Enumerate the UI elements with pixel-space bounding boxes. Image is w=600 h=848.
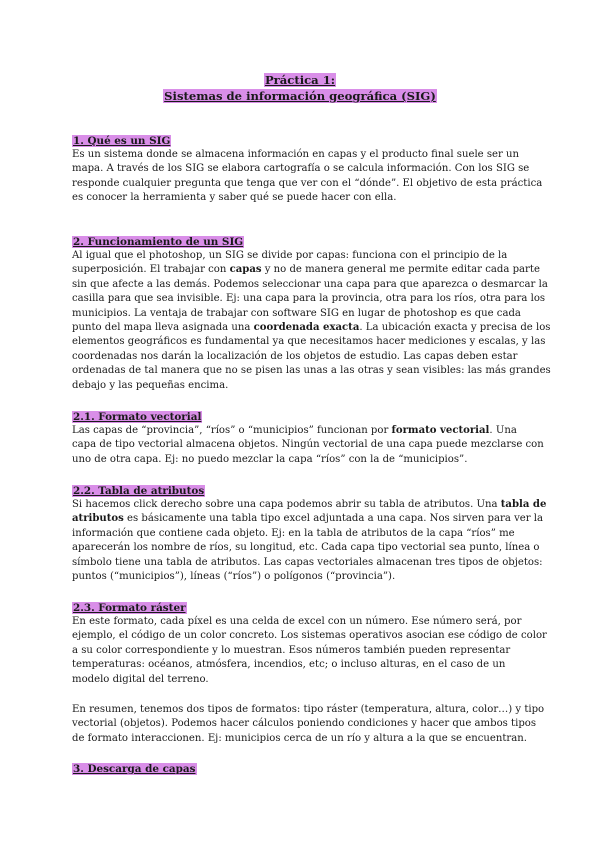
text-line: de formato interaccionen. Ej: municipios cerca de un río y altura a la que se encuentran. (72, 732, 527, 744)
text-line: ejemplo, el código de un color concreto. Los sistemas operativos asocian ese código de color (72, 630, 547, 642)
text-line (72, 512, 544, 526)
bold-term: formato vectorial (391, 425, 490, 436)
text-fragment: es básicamente una tabla tipo excel adjuntada a una capa. Nos sirven para ver la (123, 513, 544, 525)
bold-term: tabla de (500, 499, 547, 510)
text-line: puntos (“municipios”), líneas (“ríos”) o polígonos (“provincia”). (72, 571, 396, 583)
text-line: En este formato, cada píxel es una celda de excel con un número. Ese número será, por (72, 616, 522, 627)
text-line: municipios. La ventaja de trabajar con software SIG en lugar de photoshop es que cada (72, 307, 521, 319)
title-line-2: Sistemas de información geográfica (SIG) (164, 89, 436, 103)
text-line: temperaturas: océanos, atmósfera, incendios, etc; o incluso alturas, en el caso de un (72, 659, 506, 671)
bold-term: atributos (72, 513, 124, 525)
document-subtitle (0, 88, 600, 104)
text-line (72, 424, 532, 438)
document-title (0, 72, 600, 88)
bold-term: capas (229, 264, 262, 276)
text-line: debajo y las pequeñas encima. (72, 379, 229, 391)
text-line: es conocer la herramienta y saber qué se puede hacer con ella. (72, 192, 397, 204)
section-1-heading: 1. Qué es un SIG (73, 135, 171, 147)
section-2-heading: 2. Funcionamiento de un SIG (73, 236, 244, 248)
text-line: a su color correspondiente y lo muestran. Esos números también pueden representar (72, 644, 511, 656)
text-line: En resumen, tenemos dos tipos de formatos: tipo ráster (temperatura, altura, color…) y tipo (72, 704, 545, 715)
text-line (72, 321, 551, 335)
section-heading (72, 484, 205, 498)
section-2-3-paragraph (72, 615, 547, 687)
text-line: información que contiene cada objeto. Ej: en la tabla de atributos de la capa “ríos” me (72, 527, 515, 539)
text-line: coordenadas nos darán la localización de los objetos de estudio. Las capas deben estar (72, 350, 518, 362)
section-heading (72, 410, 202, 424)
text-line: ordenadas de tal manera que no se pisen las unas a las otras y sean visibles: las más grandes (72, 365, 551, 377)
title-line-1: Práctica 1: (264, 73, 336, 87)
section-3-heading: 3. Descarga de capas (73, 763, 196, 775)
text-line: Al igual que el photoshop, un SIG se divide por capas: funciona con el principio de la (72, 250, 508, 261)
text-line: aparecerán los nombre de ríos, su longitud, etc. Cada capa tipo vectorial sea punto, línea o (72, 542, 540, 554)
section-heading (72, 601, 187, 615)
text-line (72, 498, 547, 512)
section-heading (72, 762, 197, 776)
text-fragment: . Una (489, 425, 517, 436)
section-2-1-paragraph (72, 424, 544, 467)
section-2-paragraph (72, 249, 551, 393)
section-2-2-heading: 2.2. Tabla de atributos (73, 485, 205, 497)
text-line: uno de otra capa. Ej: no puedo mezclar la capa “ríos” con la de “municipios”. (72, 453, 468, 465)
text-line: casilla para que sea invisible. Ej: una capa para la provincia, otra para los ríos, otra para los (72, 293, 546, 305)
text-line: capa de tipo vectorial almacena objetos. Ningún vectorial de una capa puede mezclarse con (72, 439, 544, 451)
section-2-3-heading: 2.3. Formato ráster (73, 602, 186, 614)
text-fragment: . La ubicación exacta y precisa de los (359, 322, 551, 334)
text-fragment: Las capas de “provincia”, “ríos” o “municipios” funcionan por (72, 425, 392, 436)
text-line: elementos geográficos es fundamental ya que necesitamos hacer mediciones y escalas, y las (72, 336, 546, 348)
text-fragment: Si hacemos click derecho sobre una capa podemos abrir su tabla de atributos. Una (72, 499, 501, 510)
section-heading (72, 134, 171, 148)
text-line: responde cualquier pregunta que tenga que ver con el “dónde”. El objetivo de esta práctica (72, 177, 543, 189)
text-line: vectorial (objetos). Podemos hacer cálculos poniendo condiciones y hacer que ambos tipos (72, 718, 537, 730)
section-1-paragraph (72, 148, 543, 206)
summary-paragraph (72, 703, 545, 746)
text-line: Es un sistema donde se almacena información en capas y el producto final suele ser un (72, 149, 520, 160)
bold-term: coordenada exacta (253, 322, 360, 334)
text-line: mapa. A través de los SIG se elabora cartografía o se calcula información. Con los SIG se (72, 163, 530, 175)
text-line: sin que afecte a las demás. Podemos seleccionar una capa para que aparezca o desmarcar la (72, 278, 548, 290)
text-line: símbolo tiene una tabla de atributos. Las capas vectoriales almacenan tres tipos de objetos: (72, 556, 543, 568)
text-line (72, 263, 540, 277)
text-line: modelo digital del terreno. (72, 673, 209, 685)
section-2-2-paragraph (72, 498, 547, 584)
section-heading (72, 235, 244, 249)
text-fragment: superposición. El trabajar con (72, 264, 230, 276)
text-fragment: y no de manera general me permite editar cada parte (261, 264, 540, 276)
text-fragment: punto del mapa lleva asignada una (72, 322, 254, 334)
section-2-1-heading: 2.1. Formato vectorial (73, 411, 202, 423)
